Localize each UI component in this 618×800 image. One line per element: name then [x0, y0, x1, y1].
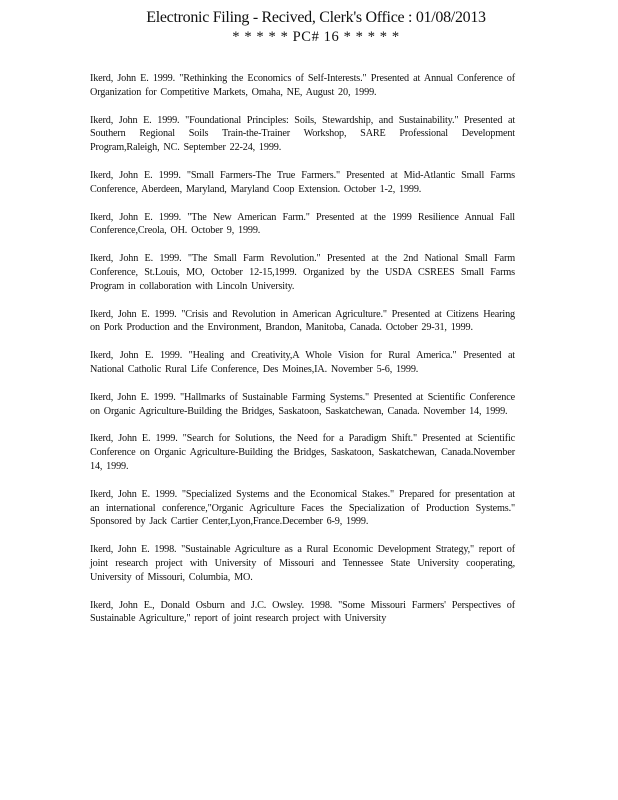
- reference-entry: Ikerd, John E. 1999. "Healing and Creativity,A Whole Vision for Rural America." Presented at National Catholic Rural Life Conference, Des Moines,IA. November 5-6, 1999.: [90, 350, 515, 375]
- reference-entry: Ikerd, John E. 1999. "Crisis and Revolution in American Agriculture." Presented at Citizens Hearing on Pork Production and the Environment, Brandon, Manitoba, Canada. October 29-31, 1999.: [90, 308, 515, 334]
- reference-entry: Ikerd, John E., Donald Osburn and J.C. Owsley. 1998. "Some Missouri Farmers' Perspectives of Sustainable Agriculture," report of joint research project with University: [90, 599, 515, 625]
- reference-entry: Ikerd, John E. 1999. "Foundational Principles: Soils, Stewardship, and Sustainability." Presented at Southern Regional Soils Train-the-Trainer Workshop, SARE Professional Development Program,Raleigh, NC. September 22-24, 1999.: [90, 114, 515, 154]
- reference-entry: Ikerd, John E. 1999. "Specialized Systems and the Economical Stakes." Prepared for presentation at an international conference,"Organic Agriculture Faces the Specialization of Production Systems." Sponsored by Jack Cartier Center,Lyon,France.December 6-9, 1999.: [90, 488, 515, 528]
- public-comment-number: * * * * * PC# 16 * * * * *: [232, 29, 400, 45]
- reference-entry: Ikerd, John E. 1999. "Search for Solutions, the Need for a Paradigm Shift." Presented at Scientific Conference on Organic Agriculture-Building the Bridges, Saskatoon, Saskatchewan, Canada.November 14, 1999.: [90, 433, 515, 472]
- reference-entry: Ikerd, John E. 1999. "The New American Farm." Presented at the 1999 Resilience Annual Fall Conference,Creola, OH. October 9, 1999.: [90, 211, 515, 237]
- reference-entry: Ikerd, John E. 1999. "Hallmarks of Sustainable Farming Systems." Presented at Scientific Conference on Organic Agriculture-Building the Bridges, Saskatoon, Saskatchewan, Canada. November 14, 1999.: [90, 391, 515, 417]
- filing-stamp-line: Electronic Filing - Recived, Clerk's Office : 01/08/2013: [146, 9, 486, 26]
- reference-entry: Ikerd, John E. 1998. "Sustainable Agriculture as a Rural Economic Development Strategy," report of joint research project with University of Missouri and Tennessee State University cooperating, University of Missouri, Columbia, MO.: [90, 544, 515, 583]
- reference-entry: Ikerd, John E. 1999. "Rethinking the Economics of Self-Interests." Presented at Annual Conference of Organization for Competitive Markets, Omaha, NE, August 20, 1999.: [90, 73, 515, 98]
- reference-entry: Ikerd, John E. 1999. "Small Farmers-The True Farmers." Presented at Mid-Atlantic Small Farms Conference, Aberdeen, Maryland, Maryland Coop Extension. October 1-2, 1999.: [90, 169, 515, 195]
- reference-list: [90, 72, 515, 640]
- reference-entry: Ikerd, John E. 1999. "The Small Farm Revolution." Presented at the 2nd National Small Farm Conference, St.Louis, MO, October 12-15,1999. Organized by the USDA CSREES Small Farms Program in collaboration with Lincoln University.: [90, 253, 515, 292]
- filing-header: [0, 8, 618, 46]
